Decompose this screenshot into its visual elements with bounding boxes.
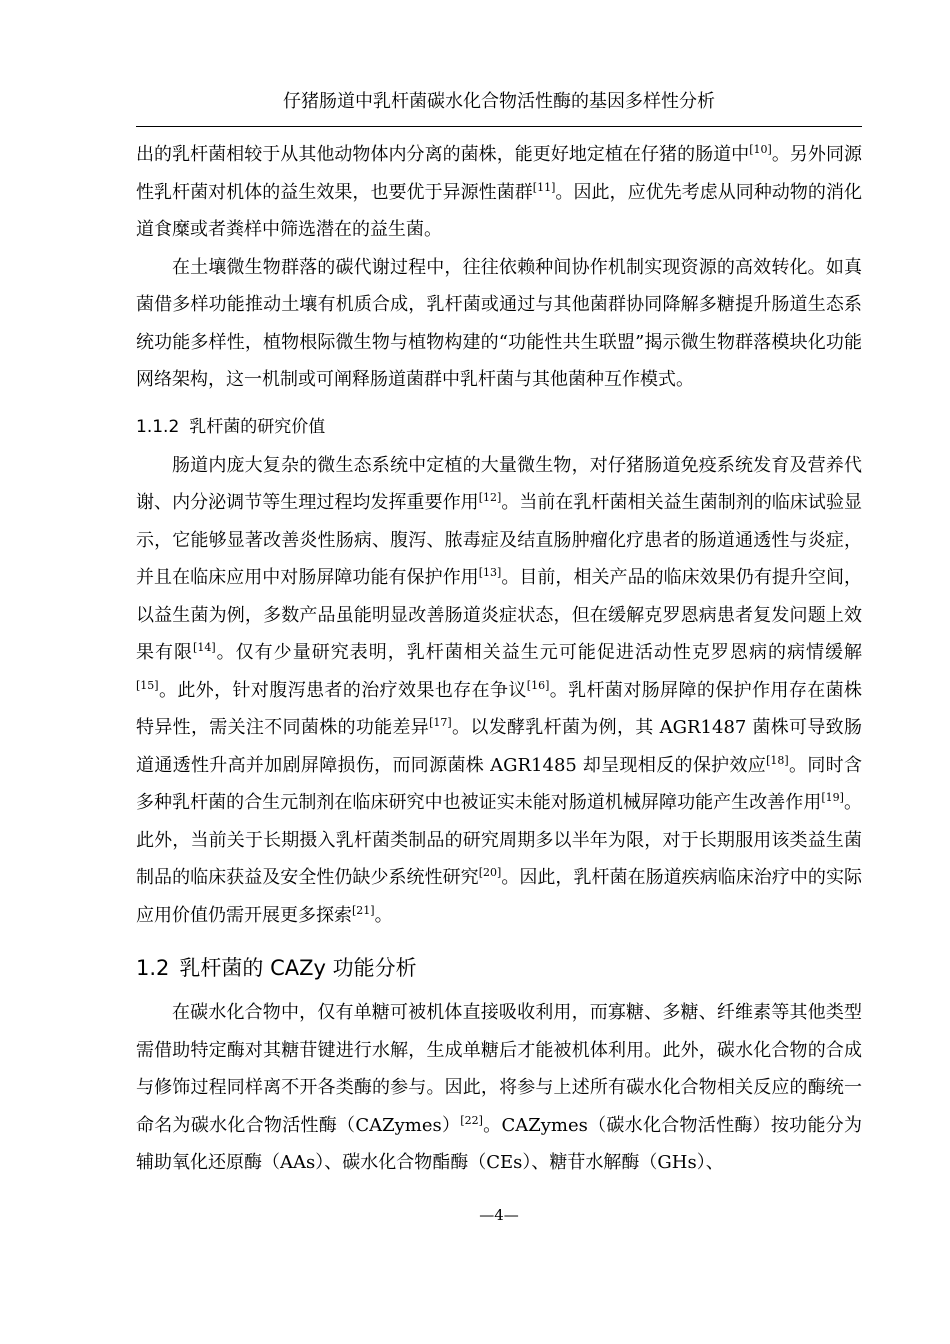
text-run: 。因此，乳杆菌在肠道疾病临床治疗中的实际应用价值仍需开展更多探索 [136, 867, 863, 926]
text-run: 出的乳杆菌相较于从其他动物体内分离的菌株，能更好地定植在仔猪的肠道中 [136, 144, 750, 165]
text-run: 。同时含多种乳杆菌的合生元制剂在临床研究中也被证实未能对肠道机械屏障功能产生改善作用 [136, 754, 863, 813]
text-run: 。当前在乳杆菌相关益生菌制剂的临床试验显示，它能够显著改善炎性肠病、腹泻、脓毒症及结直肠肿瘤化疗患者的肠道通透性与炎症，并且在临床应用中对肠屏障功能有保护作用 [136, 492, 863, 588]
citation-ref: [12] [478, 491, 502, 504]
paragraph-3 [136, 447, 862, 935]
citation-ref: [15] [136, 678, 159, 692]
text-run: 。仅有少量研究表明，乳杆菌相关益生元可能促进活动性克罗恩病的病情缓解 [215, 642, 863, 663]
page-number: —4— [479, 1206, 519, 1224]
text-run: 。以发酵乳杆菌为例，其 AGR1487 菌株可导致肠道通透性升高并加剧屏障损伤，而同源菌株 AGR1485 却呈现相反的保护效应 [136, 717, 863, 776]
running-header: 仔猪肠道中乳杆菌碳水化合物活性酶的基因多样性分析 [283, 91, 715, 112]
citation-ref: [14] [193, 641, 216, 654]
subsection-number: 1.1.2 [136, 416, 180, 437]
text-run: 。 [374, 904, 393, 926]
citation-ref: [13] [478, 566, 502, 579]
text-run: 肠道内庞大复杂的微生态系统中定植的大量微生物，对仔猪肠道免疫系统发育及营养代谢、内分泌调节等生理过程均发挥重要作用 [136, 454, 862, 513]
text-run: 。CAZymes（碳水化合物活性酶）按功能分为辅助氧化还原酶（AAs）、碳水化合物酯酶（CEs）、糖苷水解酶（GHs）、 [136, 1114, 863, 1173]
section-title: 乳杆菌的 CAZy 功能分析 [179, 956, 417, 980]
body-text [136, 136, 862, 1182]
citation-ref: [22] [460, 1113, 483, 1127]
citation-ref: [11] [532, 180, 556, 194]
text-run: 在土壤微生物群落的碳代谢过程中，往往依赖种间协作机制实现资源的高效转化。如真菌借多样功能推动土壤有机质合成，乳杆菌或通过与其他菌群协同降解多糖提升肠道生态系统功能多样性，植物根际微生物与植物构建的“功能性共生联盟”揭示微生物群落模块化功能网络架构，这一机制或可阐释肠道菌群中乳杆菌与其他菌种互作模式。 [136, 256, 862, 390]
subsection-heading [136, 413, 862, 441]
text-run: 。此外，当前关于长期摄入乳杆菌类制品的研究周期多以半年为限，对于长期服用该类益生菌制品的临床获益及安全性仍缺少系统性研究 [136, 792, 863, 888]
text-run: 。乳杆菌对肠屏障的保护作用存在菌株特异性，需关注不同菌株的功能差异 [136, 679, 862, 738]
paragraph-4 [136, 994, 862, 1182]
paragraph-2 [136, 249, 862, 399]
header-rule [136, 126, 862, 127]
text-run: 。因此，应优先考虑从同种动物的消化道食糜或者粪样中筛选潜在的益生菌。 [136, 181, 863, 240]
paragraph-1 [136, 136, 862, 249]
text-run: 。此外，针对腹泻患者的治疗效果也存在争议 [158, 679, 527, 701]
section-number: 1.2 [136, 956, 170, 980]
citation-ref: [19] [821, 791, 844, 804]
text-run: 在碳水化合物中，仅有单糖可被机体直接吸收利用，而寡糖、多糖、纤维素等其他类型需借助特定酶对其糖苷键进行水解，生成单糖后才能被机体利用。此外，碳水化合物的合成与修饰过程同样离不开各类酶的参与。因此，将参与上述所有碳水化合物相关反应的酶统一命名为碳水化合物活性酶（CAZymes） [136, 1002, 862, 1136]
text-run: 。另外同源性乳杆菌对机体的益生效果，也要优于异源性菌群 [136, 144, 863, 203]
citation-ref: [20] [478, 866, 502, 879]
citation-ref: [21] [352, 903, 375, 917]
citation-ref: [18] [766, 753, 789, 767]
citation-ref: [16] [526, 678, 550, 692]
text-run: 。目前，相关产品的临床效果仍有提升空间，以益生菌为例，多数产品虽能明显改善肠道炎症状态，但在缓解克罗恩病患者复发问题上效果有限 [136, 567, 863, 663]
citation-ref: [17] [429, 716, 452, 729]
citation-ref: [10] [749, 143, 772, 156]
section-heading [136, 952, 862, 984]
subsection-title: 乳杆菌的研究价值 [189, 416, 326, 437]
